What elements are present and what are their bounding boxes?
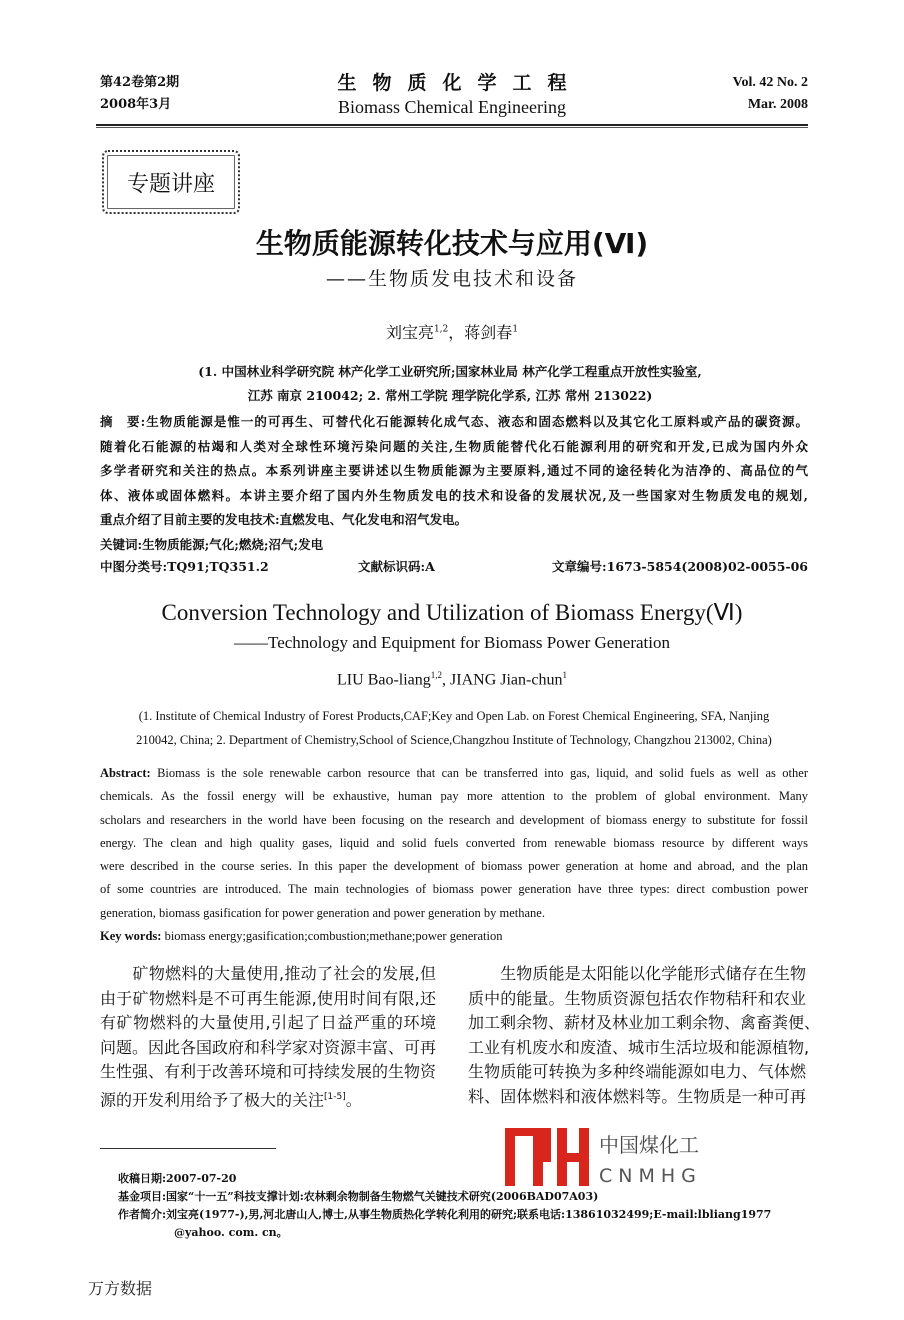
body-column-right: [468, 962, 821, 1110]
body-line: 问题。因此各国政府和科学家对资源丰富、可再: [100, 1037, 437, 1057]
logo-text-en: CNMHG: [599, 1165, 702, 1186]
abstract-line: scholars and researchers in the world have been focusing on the research and development of biomass energy to substitute for fossil: [100, 812, 808, 827]
subtitle-cn: ——生物质发电技术和设备: [325, 268, 578, 290]
source-mark: 万方数据: [88, 1279, 153, 1298]
author-sup: 1,2: [430, 670, 443, 680]
affiliation-cn: [150, 360, 750, 408]
journal-name: [300, 68, 604, 118]
affiliation-line: 210042, China; 2. Department of Chemistry,School of Science,Changzhou Institute of Technology, Changzhou 213002, China): [136, 733, 772, 747]
volume-en: Vol. 42 No. 2: [732, 75, 808, 90]
affiliation-line: 江苏 南京 210042; 2. 常州工学院 理学院化学系, 江苏 常州 213022): [247, 388, 653, 403]
abstract-line: [100, 762, 808, 785]
abstract-line: 重点介绍了目前主要的发电技术:直燃发电、气化发电和沼气发电。: [100, 512, 468, 527]
body-line: 料、固体燃料和液体燃料等。生物质是一种可再: [468, 1086, 806, 1106]
column-badge: 专题讲座: [102, 150, 240, 214]
footnotes: [118, 1170, 808, 1242]
article-number: 文章编号:1673-5854(2008)02-0055-06: [552, 559, 808, 574]
abstract-line: were described in the course series. In this paper the development of biomass power generation at home and abroad, and the plan: [100, 859, 808, 874]
separator: ，: [448, 323, 465, 342]
keywords-en: [100, 925, 808, 948]
body-line: 生性强、有利于改善环境和可持续发展的生物资: [100, 1062, 437, 1082]
date-cn: 2008年3月: [100, 97, 172, 112]
abstract-line: chemicals. As the fossil energy will be exhaustive, human pay more attention to the problem of global environment. Many: [100, 789, 808, 804]
body-line: 生物质能可转换为多种终端能源如电力、气体燃: [468, 1062, 806, 1082]
abstract-cn: [100, 410, 808, 557]
title-cn: 生物质能源转化技术与应用(Ⅵ): [255, 227, 649, 260]
authors-en: [0, 670, 904, 689]
date-en: Mar. 2008: [747, 97, 808, 112]
footnote-author-cont: @yahoo. com. cn。: [174, 1226, 288, 1239]
abstract-line: energy. The clean and high quality gases, liquid and solid fuels converted from renewable biomass resource by different ways: [100, 835, 808, 850]
author: LIU Bao-liang: [337, 671, 431, 689]
body-line: 矿物燃料的大量使用,推动了社会的发展,但: [100, 964, 436, 983]
abstract-line: of some countries are introduced. The main technologies of biomass power generation have three types: direct combustion power: [100, 882, 808, 897]
header-issue-cn: [100, 72, 179, 116]
author-sup: 1: [562, 670, 567, 680]
document-code: 文献标识码:A: [358, 559, 435, 574]
abstract-text: Biomass is the sole renewable carbon resource that can be transferred into gas, liquid, and solid fuels as well as other: [150, 766, 808, 780]
body-line: 质中的能量。生物质资源包括农作物秸秆和农业: [468, 988, 806, 1008]
affiliation-line: (1. 中国林业科学研究院 林产化学工业研究所;国家林业局 林产化学工程重点开放性实验室,: [198, 364, 702, 379]
body-line: 加工剩余物、薪材及林业加工剩余物、禽畜粪便、: [468, 1013, 821, 1033]
keywords-text: biomass energy;gasification;combustion;methane;power generation: [161, 929, 503, 944]
author: JIANG Jian-chun: [450, 671, 563, 689]
keywords-label: Key words:: [100, 929, 162, 944]
journal-name-cn: 生物质化学工程: [337, 72, 583, 94]
body-line: 工业有机废水和废渣、城市生活垃圾和能源植物,: [468, 1037, 810, 1057]
body-line: 生物质能是太阳能以化学能形式储存在生物: [468, 964, 806, 983]
title-en: Conversion Technology and Utilization of Biomass Energy(Ⅵ): [161, 600, 743, 625]
footnote-received: 收稿日期:2007-07-20: [118, 1172, 237, 1185]
body-column-left: [100, 962, 436, 1113]
abstract-line: 摘 要:生物质能源是惟一的可再生、可替代化石能源转化成气态、液态和固态燃料以及其它化工原料或产品的碳资源。: [100, 414, 808, 429]
header-issue-en: [733, 72, 808, 116]
volume-cn: 第42卷第2期: [100, 75, 180, 90]
journal-name-en: Biomass Chemical Engineering: [338, 97, 566, 117]
authors-cn: [0, 320, 904, 343]
body-line: [100, 1085, 436, 1113]
abstract-label: Abstract:: [100, 766, 151, 780]
keywords-cn: 关键词:生物质能源;气化;燃烧;沼气;发电: [100, 536, 324, 552]
citation: [1-5]: [324, 1091, 346, 1102]
separator: ,: [442, 671, 451, 689]
header-rule: [96, 124, 808, 128]
body-text: 源的开发利用给予了极大的关注: [100, 1090, 325, 1110]
clc-number: 中图分类号:TQ91;TQ351.2: [100, 559, 269, 574]
abstract-line: 多学者研究和关注的热点。本系列讲座主要讲述以生物质能源为主要原料,通过不同的途径转化为洁净的、高品位的气: [100, 463, 808, 478]
affiliation-en: [100, 704, 808, 752]
abstract-line: 随着化石能源的枯竭和人类对全球性环境污染问题的关注,生物质能替代化石能源利用的研究和开发,已成为国内外众: [100, 438, 808, 454]
affiliation-line: (1. Institute of Chemical Industry of Forest Products,CAF;Key and Open Lab. on Forest Chemical Engineering, SFA, Nanjing: [138, 709, 770, 723]
footnote-rule: [100, 1148, 276, 1149]
body-line: 有矿物燃料的大量使用,引起了日益严重的环境: [100, 1013, 436, 1033]
author: 蒋剑春: [464, 323, 513, 342]
logo-text-cn: 中国煤化工: [599, 1133, 699, 1157]
author-sup: 1: [512, 324, 519, 335]
body-text: 。: [345, 1090, 362, 1110]
footnote-author: 作者简介:刘宝亮(1977-),男,河北唐山人,博士,从事生物质热化学转化利用的研究;联系电话:13861032499;E-mail:lbliang1977: [118, 1208, 772, 1221]
footnote-funding: 基金项目:国家“十一五”科技支撑计划:农林剩余物制备生物燃气关键技术研究(2006BAD07A03): [118, 1190, 599, 1203]
author: 刘宝亮: [385, 323, 434, 342]
subtitle-en: ——Technology and Equipment for Biomass Power Generation: [234, 633, 670, 652]
author-sup: 1,2: [433, 324, 449, 335]
abstract-line: 体、液体或固体燃料。本讲主要介绍了国内外生物质发电的技术和设备的发展状况,及一些国家对生物质发电的规划,: [100, 487, 808, 503]
abstract-en: [100, 762, 808, 948]
abstract-line: generation, biomass gasification for power generation and power generation by methane.: [100, 905, 545, 920]
body-line: 由于矿物燃料是不可再生能源,使用时间有限,还: [100, 988, 436, 1008]
